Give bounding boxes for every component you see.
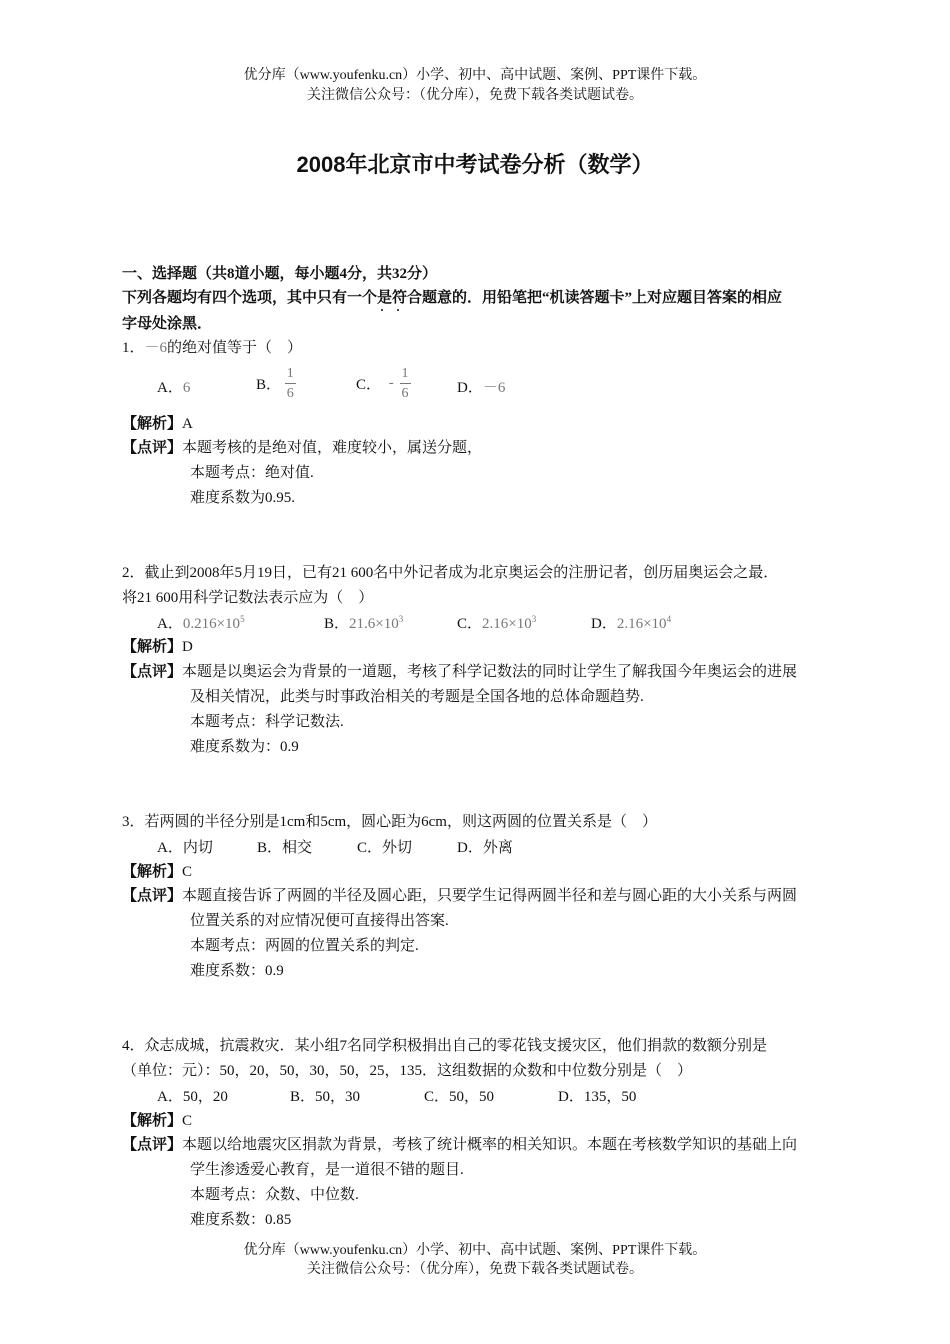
- q1-option-c: C． - $\frac{1}{6}$: [356, 366, 409, 401]
- fraction: $\frac{1}{6}$: [286, 366, 294, 401]
- q2-option-c: C．$2.16\times 10^3$: [457, 614, 537, 632]
- q4-difficulty: 难度系数：0.85: [190, 1212, 292, 1228]
- q2-point: 本题考点：科学记数法.: [190, 714, 344, 730]
- q2-option-b: B．$21.6\times 10^3$: [324, 614, 404, 632]
- q1-option-b: B． $\frac{1}{6}$: [256, 366, 294, 401]
- q4-comment-line-2: 学生渗透爱心教育，是一道很不错的题目.: [190, 1162, 464, 1178]
- q3-option-d: D．外离: [457, 840, 513, 856]
- q1-option-a: A．6: [157, 380, 191, 396]
- q3-comment-line-2: 位置关系的对应情况便可直接得出答案.: [190, 913, 449, 929]
- q1-difficulty: 难度系数为0.95.: [190, 490, 296, 506]
- q4-analysis: 【解析】C: [122, 1113, 193, 1129]
- q1-option-d: D．－6: [457, 380, 506, 396]
- q1-comment: 【点评】本题考核的是绝对值，难度较小，属送分题，: [122, 440, 483, 456]
- q4-point: 本题考点：众数、中位数.: [190, 1187, 359, 1203]
- q4-option-c: C．50，50: [424, 1089, 495, 1105]
- q2-option-d: D．$2.16\times 10^4$: [591, 614, 672, 632]
- question-4-stem-line-2: （单位：元）：50，20，50，30，50，25，135．这组数据的众数和中位数分别是（ ）: [122, 1063, 693, 1079]
- section-instruction-line-2: 字母处涂黑．: [122, 316, 213, 332]
- question-2-stem-line-1: 2．截止到2008年5月19日，已有21 600名中外记者成为北京奥运会的注册记者，创历届奥运会之最．: [122, 565, 779, 581]
- q2-difficulty: 难度系数为：0.9: [190, 739, 299, 755]
- page-footer-line-1: 优分库（www.youfenku.cn）小学、初中、高中试题、案例、PPT课件下载。: [243, 1243, 707, 1258]
- section-heading: 一、选择题（共8道小题，每小题4分，共32分）: [122, 266, 438, 282]
- q4-option-b: B．50，30: [290, 1089, 361, 1105]
- emphasis-dot: [397, 309, 399, 311]
- q3-point: 本题考点：两圆的位置关系的判定.: [190, 938, 419, 954]
- q2-comment-line-2: 及相关情况，此类与时事政治相关的考题是全国各地的总体命题趋势.: [190, 689, 644, 705]
- page-footer-line-2: 关注微信公众号：（优分库），免费下载各类试题试卷。: [307, 1262, 643, 1277]
- page-title: 2008年北京市中考试卷分析（数学）: [296, 152, 654, 177]
- q1-point: 本题考点：绝对值.: [190, 465, 314, 481]
- q4-option-a: A．50，20: [157, 1089, 228, 1105]
- question-1-stem: [122, 336, 302, 360]
- q3-analysis: 【解析】C: [122, 864, 193, 880]
- q2-option-a: A．$0.216\times 10^5$: [157, 614, 245, 632]
- question-2-stem-line-2: 将21 600用科学记数法表示应为（ ）: [122, 590, 374, 606]
- q1-analysis: 【解析】A: [122, 416, 193, 432]
- q4-option-d: D．135，50: [558, 1089, 637, 1105]
- q2-comment-line-1: 【点评】本题是以奥运会为背景的一道题，考核了科学记数法的同时让学生了解我国今年奥运会的进展: [122, 664, 798, 680]
- fraction: $\frac{1}{6}$: [401, 366, 409, 401]
- page-header-line-1: 优分库（www.youfenku.cn）小学、初中、高中试题、案例、PPT课件下载。: [243, 68, 707, 83]
- question-number: 1．: [122, 340, 145, 356]
- emphasis-dot: [381, 309, 383, 311]
- q3-difficulty: 难度系数：0.9: [190, 963, 284, 979]
- question-text: 的绝对值等于（ ）: [167, 340, 303, 356]
- q3-comment-line-1: 【点评】本题直接告诉了两圆的半径及圆心距，只要学生记得两圆半径和差与圆心距的大小关系与两圆: [122, 888, 798, 904]
- math-expression: －6: [144, 340, 168, 356]
- q3-option-b: B．相交: [257, 840, 313, 856]
- section-instruction-line-1: 下列各题均有四个选项，其中只有一个是符合题意的．用铅笔把“机读答题卡”上对应题目答案的相应: [122, 290, 783, 306]
- q3-option-c: C．外切: [357, 840, 413, 856]
- q2-analysis: 【解析】D: [122, 639, 193, 655]
- question-4-stem-line-1: 4．众志成城，抗震救灾．某小组7名同学积极捐出自己的零花钱支援灾区，他们捐款的数额分别是: [122, 1038, 768, 1054]
- page-header-line-2: 关注微信公众号：（优分库），免费下载各类试题试卷。: [307, 88, 643, 103]
- q3-option-a: A．内切: [157, 840, 213, 856]
- question-3-stem: 3．若两圆的半径分别是1cm和5cm，圆心距为6cm，则这两圆的位置关系是（ ）: [122, 814, 657, 830]
- q4-comment-line-1: 【点评】本题以给地震灾区捐款为背景，考核了统计概率的相关知识。本题在考核数学知识的基础上向: [122, 1137, 798, 1153]
